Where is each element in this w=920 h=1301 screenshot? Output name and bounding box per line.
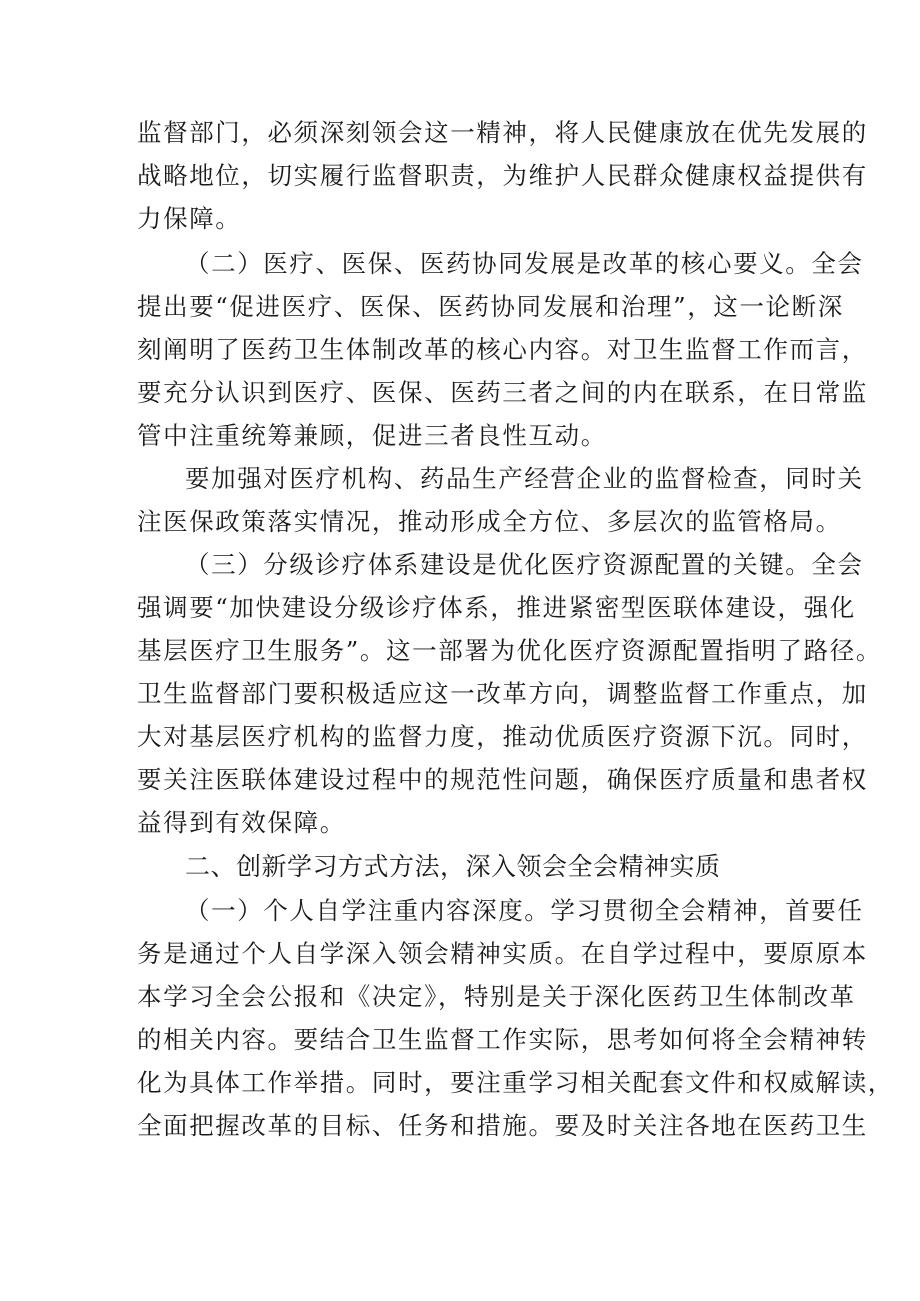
section-heading: 二、创新学习方式方法，深入领会全会精神实质: [185, 852, 721, 881]
body-text-line: 监督部门，必须深刻领会这一精神，将人民健康放在优先发展的: [137, 118, 868, 147]
body-text-line: 本学习全会公报和《决定》，特别是关于深化医药卫生体制改革: [137, 982, 856, 1011]
body-text-line: 强调要“加快建设分级诊疗体系，推进紧密型医联体建设，强化: [137, 593, 856, 622]
body-text-line: 注医保政策落实情况，推动形成全方位、多层次的监管格局。: [137, 507, 842, 536]
body-text-line: 化为具体工作举措。同时，要注重学习相关配套文件和权威解读，: [137, 1068, 894, 1097]
body-text-line: 的相关内容。要结合卫生监督工作实际，思考如何将全会精神转: [137, 1025, 868, 1054]
body-text-line: 大对基层医疗机构的监督力度，推动优质医疗资源下沉。同时，: [137, 722, 868, 751]
body-text-line: 刻阐明了医药卫生体制改革的核心内容。对卫生监督工作而言，: [137, 335, 868, 364]
body-text-line: （一）个人自学注重内容深度。学习贯彻全会精神，首要任: [185, 896, 864, 925]
body-text-line: 全面把握改革的目标、任务和措施。要及时关注各地在医药卫生: [137, 1111, 868, 1140]
body-text-line: 益得到有效保障。: [137, 808, 346, 837]
body-text-line: 卫生监督部门要积极适应这一改革方向，调整监督工作重点，加: [137, 679, 868, 708]
body-text-line: 基层医疗卫生服务”。这一部署为优化医疗资源配置指明了路径。: [137, 636, 882, 665]
body-text-line: 提出要“促进医疗、医保、医药协同发展和治理”，这一论断深: [137, 292, 844, 321]
body-text-line: （二）医疗、医保、医药协同发展是改革的核心要义。全会: [185, 249, 864, 278]
body-text-line: 战略地位，切实履行监督职责，为维护人民群众健康权益提供有: [137, 161, 868, 190]
body-text-line: 要关注医联体建设过程中的规范性问题，确保医疗质量和患者权: [137, 765, 868, 794]
body-text-line: （三）分级诊疗体系建设是优化医疗资源配置的关键。全会: [185, 550, 864, 579]
body-text-line: 要充分认识到医疗、医保、医药三者之间的内在联系，在日常监: [137, 378, 868, 407]
body-text-line: 要加强对医疗机构、药品生产经营企业的监督检查，同时关: [185, 464, 864, 493]
body-text-line: 管中注重统筹兼顾，促进三者良性互动。: [137, 421, 607, 450]
body-text-line: 务是通过个人自学深入领会精神实质。在自学过程中，要原原本: [137, 939, 868, 968]
body-text-line: 力保障。: [137, 204, 242, 233]
